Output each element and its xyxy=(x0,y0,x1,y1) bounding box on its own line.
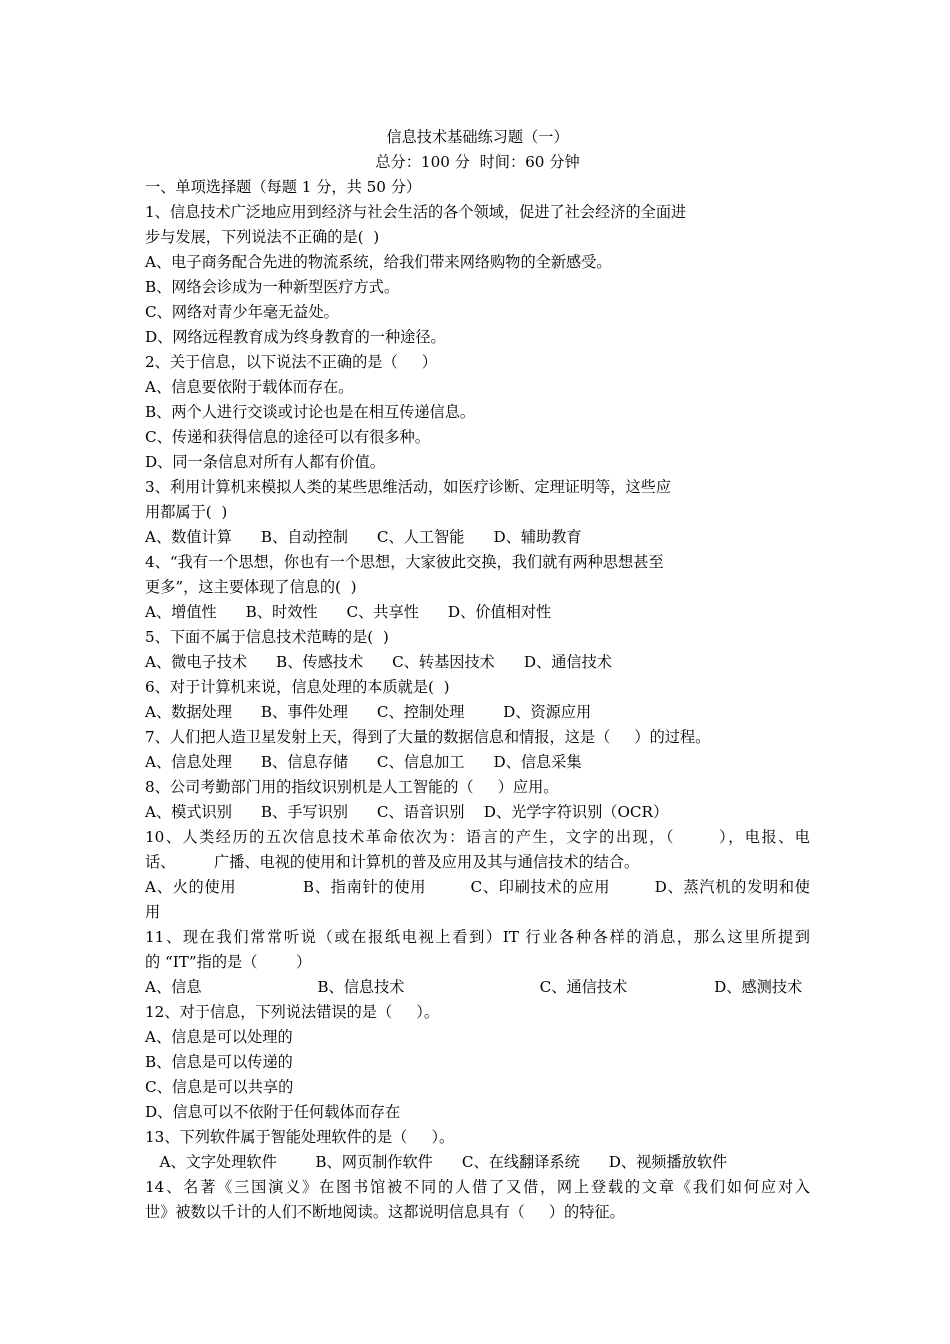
text-line: A、数据处理 B、事件处理 C、控制处理 D、资源应用 xyxy=(145,703,592,721)
text-line: 2、关于信息，以下说法不正确的是（ ） xyxy=(145,353,437,371)
text-line: 6、对于计算机来说，信息处理的本质就是( ) xyxy=(145,678,450,696)
text-line: A、电子商务配合先进的物流系统，给我们带来网络购物的全新感受。 xyxy=(145,253,612,271)
text-line: 1、信息技术广泛地应用到经济与社会生活的各个领域，促进了社会经济的全面进 xyxy=(145,203,687,221)
text-line: 话、 广播、电视的使用和计算机的普及应用及其与通信技术的结合。 xyxy=(145,853,640,871)
text-line: A、模式识别 B、手写识别 C、语音识别 D、光学字符识别（OCR） xyxy=(145,803,669,821)
text-line: D、同一条信息对所有人都有价值。 xyxy=(145,453,385,471)
text-line: A、微电子技术 B、传感技术 C、转基因技术 D、通信技术 xyxy=(145,653,612,671)
text-line: B、网络会诊成为一种新型医疗方式。 xyxy=(145,278,400,296)
text-line: 10、人类经历的五次信息技术革命依次为：语言的产生，文字的出现，（ ），电报、电 xyxy=(145,828,810,846)
text-line: C、网络对青少年毫无益处。 xyxy=(145,303,339,321)
text-line: 11、现在我们常常听说（或在报纸电视上看到）IT 行业各种各样的消息，那么这里所提到 xyxy=(145,928,810,946)
text-line: B、两个人进行交谈或讨论也是在相互传递信息。 xyxy=(145,403,476,421)
text-line: A、数值计算 B、自动控制 C、人工智能 D、辅助教育 xyxy=(145,528,582,546)
text-line: 3、利用计算机来模拟人类的某些思维活动，如医疗诊断、定理证明等，这些应 xyxy=(145,478,672,496)
text-line: 用 xyxy=(145,903,161,921)
text-line: A、增值性 B、时效性 C、共享性 D、价值相对性 xyxy=(145,603,552,621)
text-line: 的 “IT”指的是（ ） xyxy=(145,953,312,971)
text-line: 12、对于信息，下列说法错误的是（ ）。 xyxy=(145,1003,440,1021)
section-heading: 一、单项选择题（每题 1 分，共 50 分） xyxy=(145,178,422,196)
text-line: 4、“我有一个思想，你也有一个思想，大家彼此交换，我们就有两种思想甚至 xyxy=(145,553,664,571)
text-line: 5、下面不属于信息技术范畴的是( ) xyxy=(145,628,389,646)
text-line: 14、名著《三国演义》在图书馆被不同的人借了又借，网上登载的文章《我们如何应对入 xyxy=(145,1178,810,1196)
text-line: 用都属于( ) xyxy=(145,503,228,521)
text-line: A、信息是可以处理的 xyxy=(145,1028,293,1046)
text-line: 13、下列软件属于智能处理软件的是（ ）。 xyxy=(145,1128,455,1146)
text-line: A、信息 B、信息技术 C、通信技术 D、感测技术 xyxy=(145,978,803,996)
page-title: 信息技术基础练习题（一） xyxy=(386,128,569,146)
text-line: 更多”，这主要体现了信息的( ) xyxy=(145,578,357,596)
page-subtitle: 总分：100 分 时间：60 分钟 xyxy=(375,153,580,171)
text-line: B、信息是可以传递的 xyxy=(145,1053,293,1071)
text-line: 步与发展，下列说法不正确的是( ) xyxy=(145,228,380,246)
text-line: A、信息要依附于载体而存在。 xyxy=(145,378,354,396)
text-line: A、文字处理软件 B、网页制作软件 C、在线翻译系统 D、视频播放软件 xyxy=(145,1153,728,1171)
text-line: A、火的使用 B、指南针的使用 C、印刷技术的应用 D、蒸汽机的发明和使 xyxy=(145,878,810,896)
text-line: 7、人们把人造卫星发射上天，得到了大量的数据信息和情报，这是（ ）的过程。 xyxy=(145,728,711,746)
text-line: C、信息是可以共享的 xyxy=(145,1078,294,1096)
text-line: 8、公司考勤部门用的指纹识别机是人工智能的（ ）应用。 xyxy=(145,778,559,796)
text-line: 世》被数以千计的人们不断地阅读。这都说明信息具有（ ）的特征。 xyxy=(145,1203,625,1221)
text-line: C、传递和获得信息的途径可以有很多种。 xyxy=(145,428,430,446)
text-line: D、网络远程教育成为终身教育的一种途径。 xyxy=(145,328,446,346)
text-line: D、信息可以不依附于任何载体而存在 xyxy=(145,1103,401,1121)
text-line: A、信息处理 B、信息存储 C、信息加工 D、信息采集 xyxy=(145,753,582,771)
